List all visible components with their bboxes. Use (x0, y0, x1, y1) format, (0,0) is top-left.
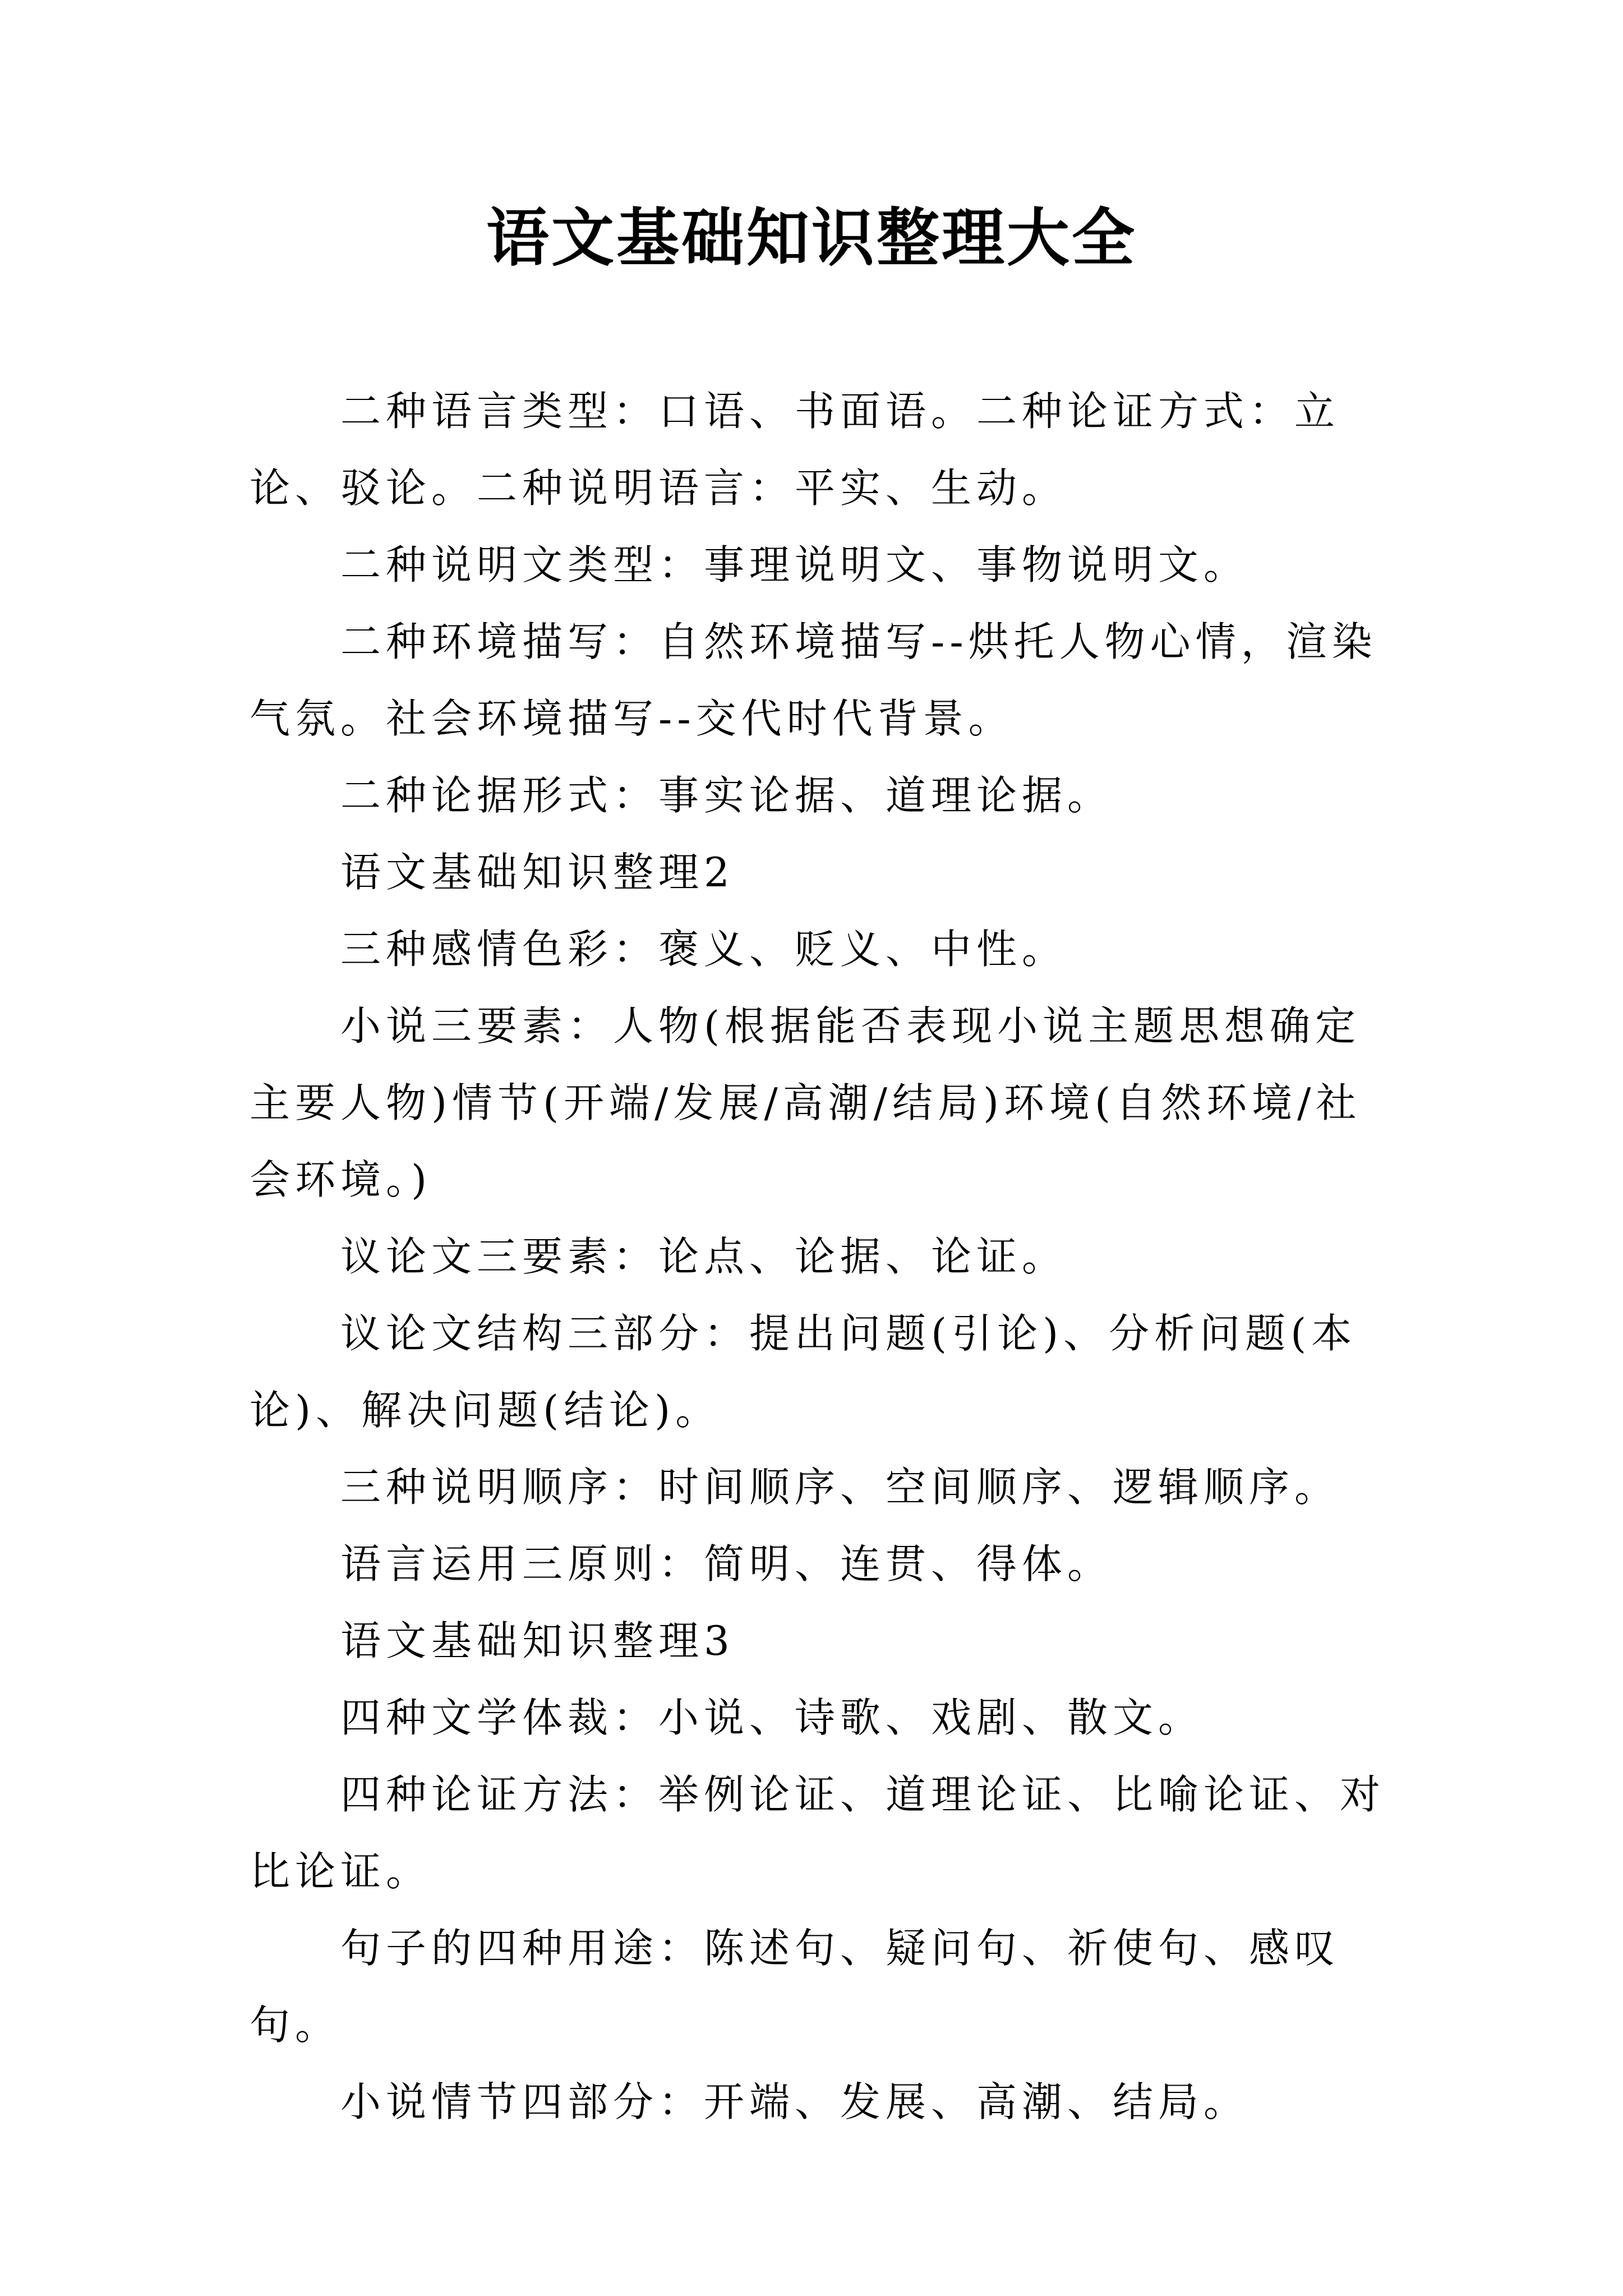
paragraph: 小说三要素：人物(根据能否表现小说主题思想确定主要人物)情节(开端/发展/高潮/结局)环境(自然环境/社会环境。) (250, 1002, 1362, 1203)
paragraph: 二种语言类型：口语、书面语。二种论证方式：立论、驳论。二种说明语言：平实、生动。 (250, 388, 1340, 512)
paragraph: 议论文三要素：论点、论据、论证。 (340, 1233, 1068, 1280)
document-body (250, 373, 1396, 2141)
paragraph: 三种感情色彩：褒义、贬义、中性。 (340, 926, 1068, 973)
paragraph: 二种论据形式：事实论据、道理论据。 (340, 772, 1113, 819)
section-heading: 语文基础知识整理3 (340, 1617, 735, 1664)
paragraph: 小说情节四部分：开端、发展、高潮、结局。 (340, 2078, 1249, 2125)
paragraph: 句子的四种用途：陈述句、疑问句、祈使句、感叹句。 (250, 1925, 1340, 2049)
paragraph: 二种环境描写：自然环境描写--烘托人物心情，渲染气氛。社会环境描写--交代时代背景。 (250, 618, 1377, 742)
paragraph: 三种说明顺序：时间顺序、空间顺序、逻辑顺序。 (340, 1464, 1340, 1511)
paragraph: 二种说明文类型：事理说明文、事物说明文。 (340, 541, 1249, 588)
document-title: 语文基础知识整理大全 (486, 201, 1137, 275)
section-heading: 语文基础知识整理2 (340, 849, 735, 896)
paragraph: 议论文结构三部分：提出问题(引论)、分析问题(本论)、解决问题(结论)。 (250, 1310, 1357, 1434)
paragraph: 语言运用三原则：简明、连贯、得体。 (340, 1540, 1113, 1588)
paragraph: 四种文学体裁：小说、诗歌、戏剧、散文。 (340, 1694, 1204, 1741)
paragraph: 四种论证方法：举例论证、道理论证、比喻论证、对比论证。 (250, 1771, 1386, 1895)
